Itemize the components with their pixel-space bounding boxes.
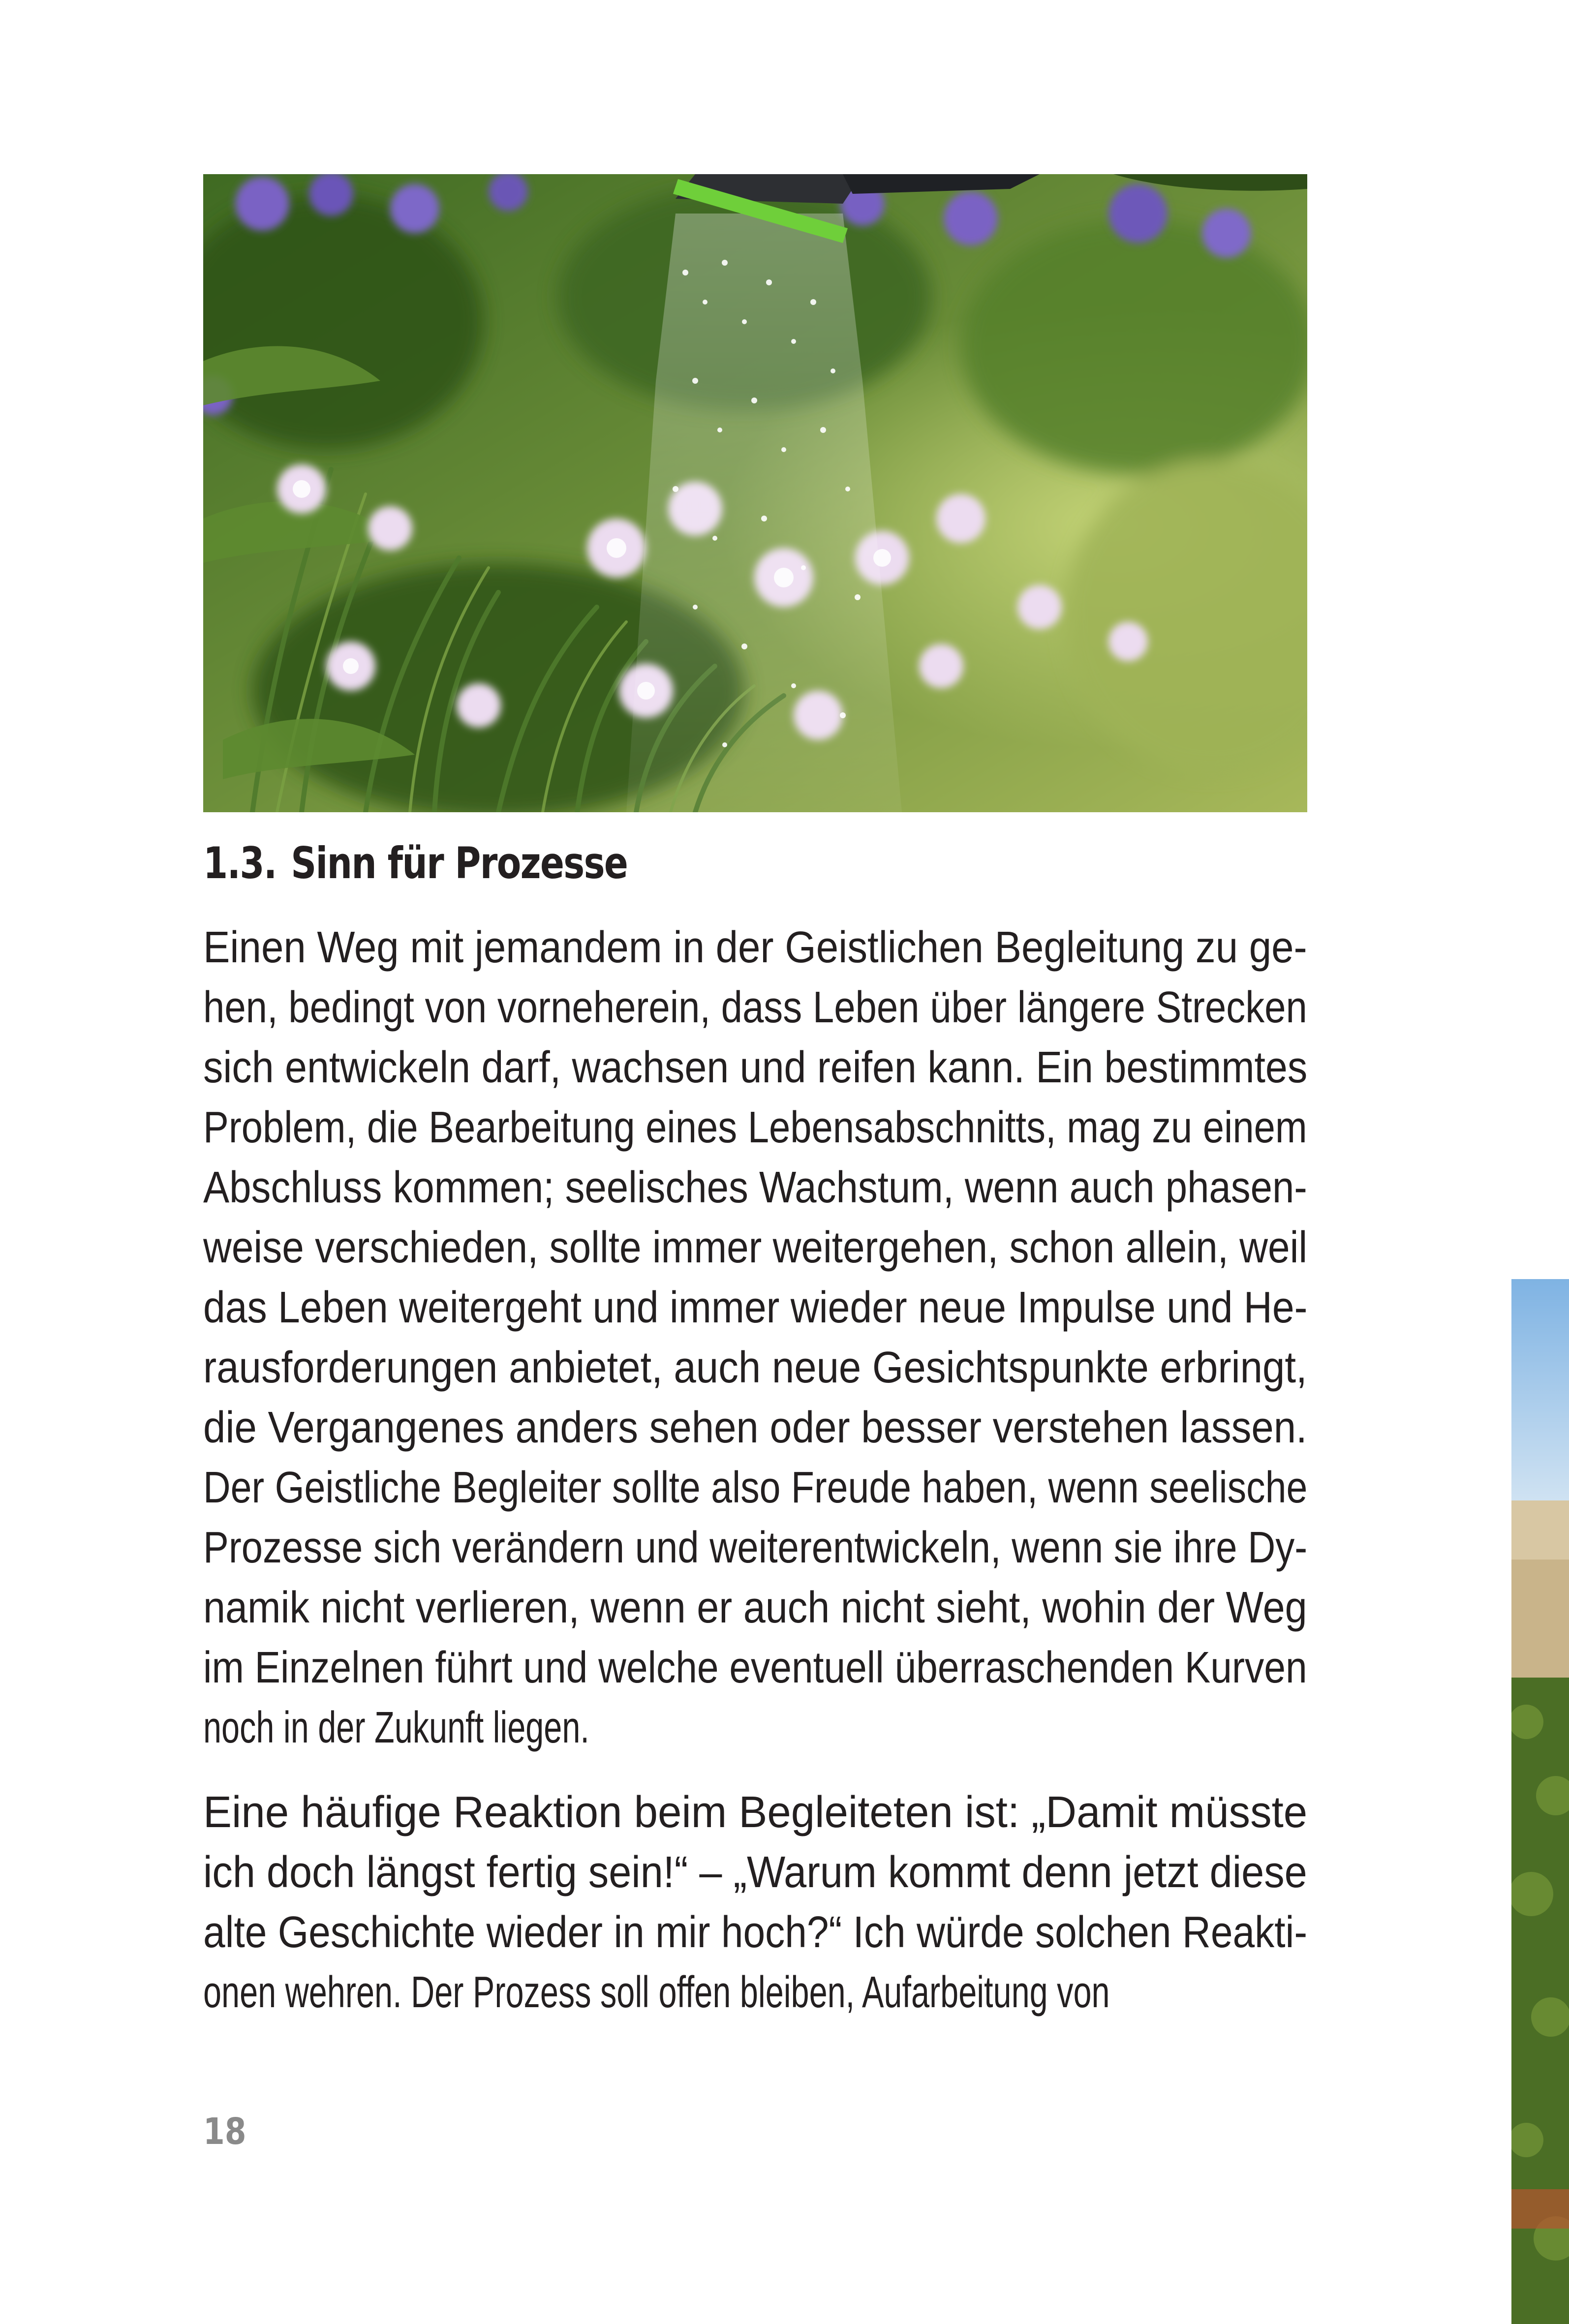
- text-line: onen wehren. Der Prozess soll offen bleiben, Aufarbeitung von: [203, 1968, 1110, 2017]
- text-line: alte Geschichte wieder in mir hoch?“ Ich würde solchen Reakti-: [203, 1908, 1308, 1957]
- body-text: [203, 917, 1307, 2022]
- section-heading: [203, 831, 627, 895]
- text-line: ich doch längst fertig sein!“ – „Warum kommt denn jetzt diese: [203, 1848, 1307, 1897]
- text-line: sich entwickeln darf, wachsen und reifen kann. Ein bestimmtes: [203, 1043, 1308, 1092]
- text-line: Problem, die Bearbeitung eines Lebensabschnitts, mag zu einem: [203, 1103, 1307, 1152]
- text-line: Eine häufige Reaktion beim Begleiteten ist: „Damit müsste: [203, 1788, 1308, 1837]
- text-line: das Leben weitergeht und immer wieder neue Impulse und He-: [203, 1283, 1308, 1332]
- paragraph-1: [203, 917, 1307, 1758]
- section-title: Sinn für Prozesse: [291, 838, 628, 888]
- text-line: weise verschieden, sollte immer weitergehen, schon allein, weil: [203, 1223, 1308, 1272]
- text-line: Einen Weg mit jemandem in der Geistlichen Begleitung zu ge-: [203, 923, 1307, 972]
- text-line: hen, bedingt von vorneherein, dass Leben über längere Strecken: [203, 983, 1307, 1032]
- text-line: im Einzelnen führt und welche eventuell überraschenden Kurven: [203, 1643, 1307, 1692]
- text-line: Abschluss kommen; seelisches Wachstum, wenn auch phasen-: [203, 1163, 1307, 1212]
- text-line: rausforderungen anbietet, auch neue Gesichtspunkte erbringt,: [203, 1343, 1307, 1392]
- garden-watering-photo: [203, 174, 1307, 812]
- adjacent-page-photo-strip: [1511, 1279, 1569, 2324]
- text-line: noch in der Zukunft liegen.: [203, 1703, 589, 1752]
- text-line: Der Geistliche Begleiter sollte also Freude haben, wenn seelische: [203, 1463, 1308, 1512]
- text-line: namik nicht verlieren, wenn er auch nicht sieht, wohin der Weg: [203, 1583, 1307, 1632]
- text-line: Prozesse sich verändern und weiterentwickeln, wenn sie ihre Dy-: [203, 1523, 1308, 1572]
- page-number: 18: [203, 2110, 246, 2153]
- section-number: 1.3.: [203, 838, 277, 888]
- paragraph-spacer: [203, 1758, 1307, 1782]
- paragraph-2: [203, 1782, 1307, 2022]
- text-line: die Vergangenes anders sehen oder besser verstehen lassen.: [203, 1403, 1307, 1452]
